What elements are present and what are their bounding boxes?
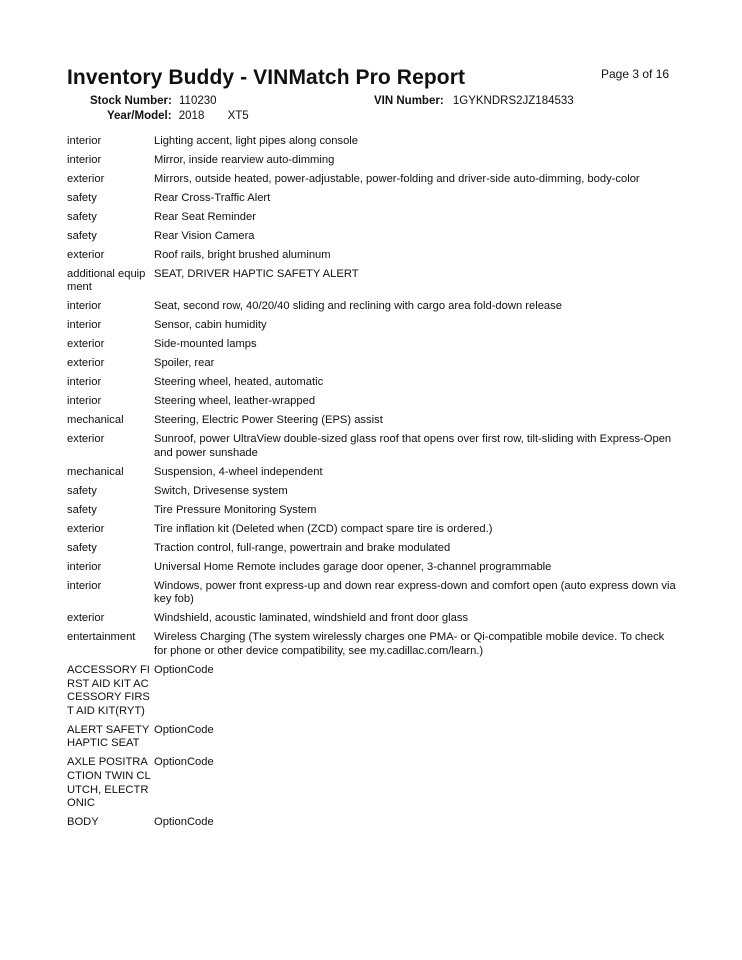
item-category: interior (67, 300, 102, 313)
item-description: Sensor, cabin humidity (154, 319, 267, 332)
item-category: interior (67, 560, 102, 573)
stock-number (90, 95, 217, 107)
stock-number-value: 110230 (179, 95, 217, 107)
list-item (67, 249, 679, 263)
item-category: interior (67, 319, 102, 332)
item-description: Mirror, inside rearview auto-dimming (154, 153, 335, 166)
item-description: Windows, power front express-up and down rear express-down and comfort open (auto express down via key fob) (154, 579, 676, 606)
item-category: safety (67, 191, 97, 204)
item-category: entertainment (67, 631, 136, 644)
item-description: SEAT, DRIVER HAPTIC SAFETY ALERT (154, 267, 359, 280)
item-category: mechanical (67, 414, 124, 427)
item-category: exterior (67, 522, 105, 535)
item-category: exterior (67, 433, 105, 446)
list-item (67, 756, 679, 810)
item-description: OptionCode (154, 756, 214, 769)
vin-number (374, 95, 574, 107)
list-item (67, 433, 679, 460)
list-item (67, 338, 679, 352)
stock-number-label: Stock Number: (90, 95, 172, 107)
item-description: Rear Cross-Traffic Alert (154, 191, 271, 204)
item-description: Steering wheel, leather-wrapped (154, 395, 316, 408)
item-description: Wireless Charging (The system wirelessly charges one PMA- or Qi-compatible mobile device. To check for phone or other device compatibility, see my.cadillac.com/learn.) (154, 631, 665, 657)
item-category: interior (67, 579, 102, 592)
list-item (67, 523, 679, 537)
year-value: 2018 (178, 110, 205, 122)
list-item (67, 631, 679, 658)
page-number: Page 3 of 16 (601, 67, 670, 81)
list-item (67, 211, 679, 225)
item-description: Steering, Electric Power Steering (EPS) assist (154, 414, 383, 427)
vin-number-label: VIN Number: (374, 95, 444, 107)
item-category: mechanical (67, 465, 124, 478)
year-model-label: Year/Model: (107, 110, 172, 122)
item-description: OptionCode (154, 816, 214, 829)
item-description: Traction control, full-range, powertrain and brake modulated (154, 541, 451, 554)
item-category: BODY (67, 816, 99, 829)
list-item (67, 192, 679, 206)
item-category: ACCESSORY FIRST AID KIT ACCESSORY FIRST AID KIT(RYT) (67, 663, 150, 717)
item-category: AXLE POSITRACTION TWIN CLUTCH, ELECTRONIC (67, 756, 151, 810)
item-category: exterior (67, 172, 105, 185)
list-item (67, 154, 679, 168)
vin-number-value: 1GYKNDRS2JZ184533 (452, 95, 574, 107)
item-description: Suspension, 4-wheel independent (154, 465, 323, 478)
item-description: Rear Seat Reminder (154, 210, 256, 223)
item-description: Lighting accent, light pipes along console (154, 135, 359, 147)
list-item (67, 230, 679, 244)
list-item (67, 561, 679, 575)
item-category: safety (67, 503, 97, 516)
item-category: safety (67, 541, 97, 554)
item-category: additional equipment (67, 267, 146, 294)
equipment-list (67, 135, 679, 835)
item-description: Windshield, acoustic laminated, windshield and front door glass (154, 612, 469, 625)
list-item (67, 466, 679, 480)
item-category: interior (67, 153, 102, 166)
item-description: OptionCode (154, 663, 214, 676)
item-description: Side-mounted lamps (154, 338, 257, 351)
item-description: Switch, Drivesense system (154, 484, 288, 497)
item-description: Tire inflation kit (Deleted when (ZCD) compact spare tire is ordered.) (154, 522, 493, 535)
item-description: Sunroof, power UltraView double-sized glass roof that opens over first row, tilt-sliding with Express-Open and power sunshade (154, 433, 672, 459)
report-title: Inventory Buddy - VINMatch Pro Report (67, 66, 466, 89)
item-description: Roof rails, bright brushed aluminum (154, 248, 331, 261)
list-item (67, 724, 679, 751)
item-description: Seat, second row, 40/20/40 sliding and reclining with cargo area fold-down release (154, 300, 562, 313)
item-category: interior (67, 135, 102, 147)
item-category: exterior (67, 248, 105, 261)
model-value: XT5 (227, 110, 249, 122)
list-item (67, 357, 679, 371)
list-item (67, 376, 679, 390)
item-category: exterior (67, 612, 105, 625)
list-item (67, 135, 679, 149)
list-item (67, 319, 679, 333)
list-item (67, 664, 679, 718)
list-item (67, 580, 679, 607)
item-category: safety (67, 484, 97, 497)
list-item (67, 268, 679, 295)
item-category: interior (67, 395, 102, 408)
item-description: Steering wheel, heated, automatic (154, 376, 324, 389)
item-description: Mirrors, outside heated, power-adjustable, power-folding and driver-side auto-dimming, body-color (154, 172, 640, 185)
list-item (67, 542, 679, 556)
list-item (67, 504, 679, 518)
list-item (67, 300, 679, 314)
item-category: interior (67, 376, 102, 389)
item-description: Spoiler, rear (154, 357, 215, 370)
item-category: safety (67, 229, 97, 242)
item-description: Universal Home Remote includes garage door opener, 3-channel programmable (154, 560, 552, 573)
list-item (67, 485, 679, 499)
list-item (67, 173, 679, 187)
list-item (67, 612, 679, 626)
year-model (107, 110, 249, 122)
list-item (67, 816, 679, 830)
item-category: safety (67, 210, 97, 223)
item-description: Tire Pressure Monitoring System (154, 503, 317, 516)
list-item (67, 414, 679, 428)
item-category: ALERT SAFETY HAPTIC SEAT (67, 723, 150, 750)
item-description: OptionCode (154, 723, 214, 736)
list-item (67, 395, 679, 409)
item-description: Rear Vision Camera (154, 229, 255, 242)
item-category: exterior (67, 338, 105, 351)
item-category: exterior (67, 357, 105, 370)
